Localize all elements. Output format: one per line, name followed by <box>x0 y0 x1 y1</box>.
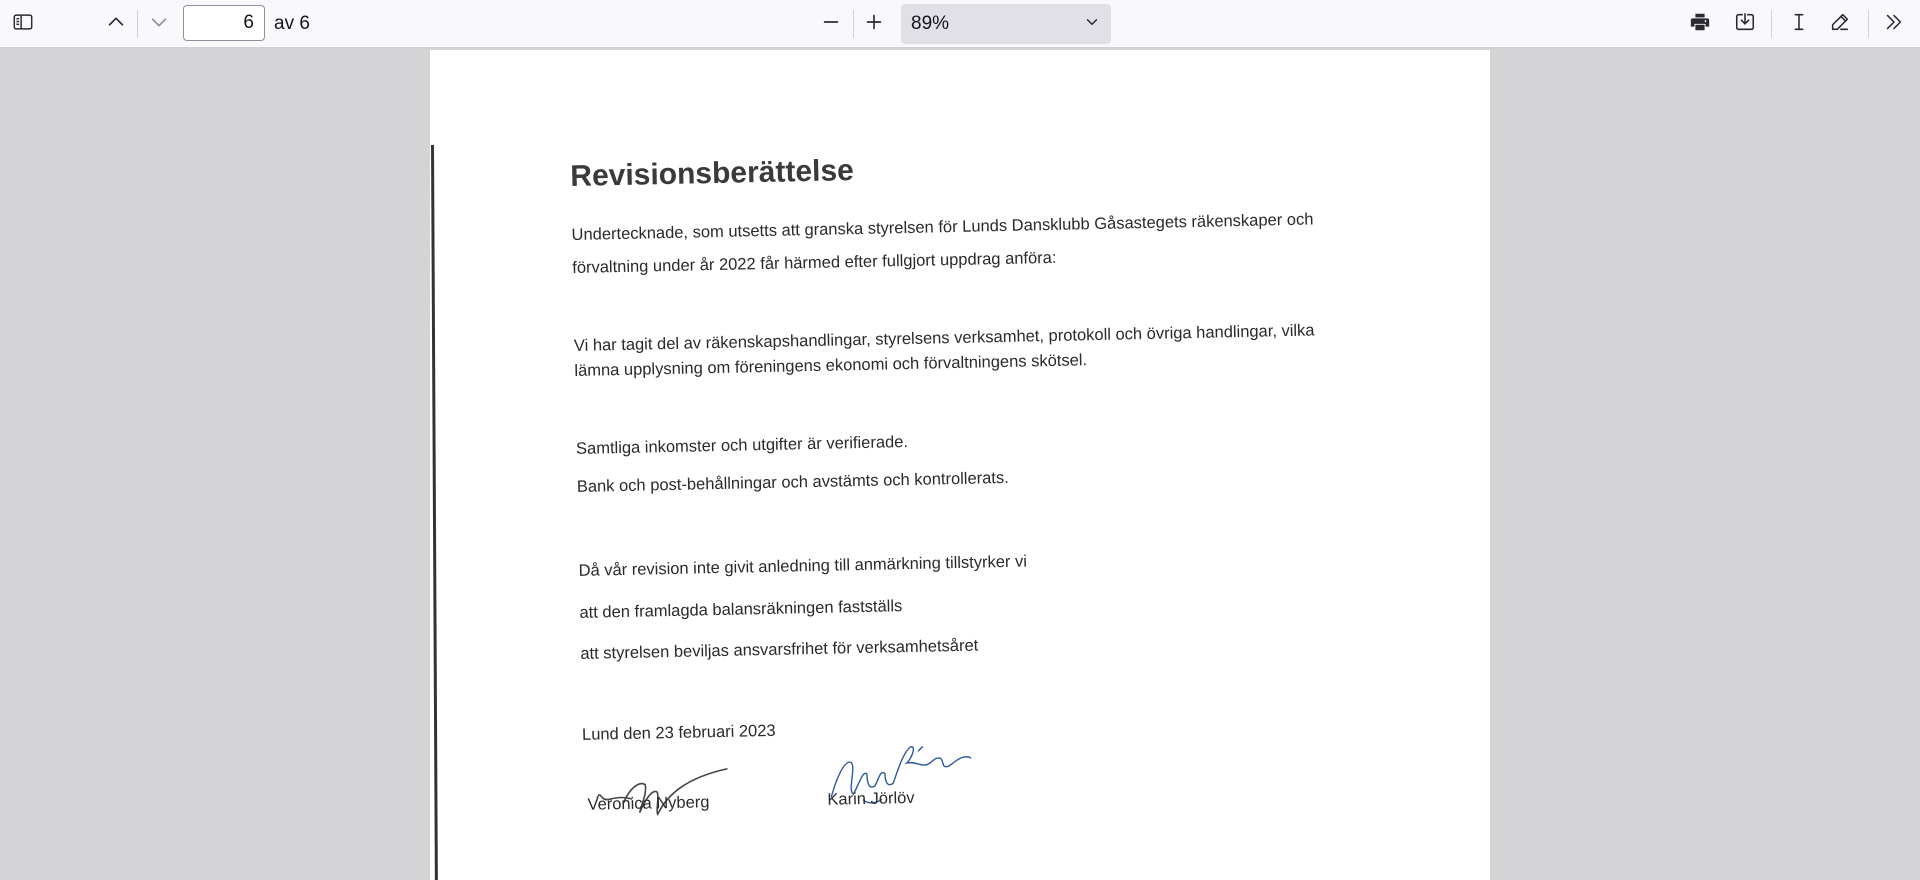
print-icon <box>1689 11 1711 38</box>
chevron-down-icon <box>148 11 170 38</box>
zoom-out-button[interactable] <box>813 6 849 42</box>
chevron-down-icon <box>1083 13 1101 36</box>
paragraph-1-line-2: lämna upplysning om föreningens ekonomi och förvaltningens skötsel. <box>574 351 1088 380</box>
zoom-value: 89% <box>911 13 950 34</box>
income-verified-line: Samtliga inkomster och utgifter är verifierade. <box>575 432 909 458</box>
intro-line-2: förvaltning under år 2022 får härmed efter fullgjort uppdrag anföra: <box>572 248 1057 277</box>
document-title: Revisionsberättelse <box>570 154 855 193</box>
page-number-input[interactable] <box>183 5 265 41</box>
sidebar-toggle-button[interactable] <box>5 6 41 42</box>
recommendation-line: Då vår revision inte givit anledning till anmärkning tillstyrker vi <box>578 552 1028 580</box>
pdf-viewer-area[interactable] <box>0 48 1920 880</box>
minus-icon <box>820 11 842 38</box>
more-tools-button[interactable] <box>1876 6 1912 42</box>
toolbar-separator <box>1771 10 1772 38</box>
plus-icon <box>863 11 885 38</box>
place-date-line: Lund den 23 februari 2023 <box>581 721 776 744</box>
bank-checked-line: Bank och post-behållningar och avstämts och kontrollerats. <box>576 468 1009 496</box>
paragraph-1-line-1: Vi har tagit del av räkenskapshandlingar, styrelsens verksamhet, protokoll och övriga handlingar, vilka <box>573 321 1315 355</box>
sidebar-toggle-icon <box>12 11 34 38</box>
intro-line-1: Undertecknade, som utsetts att granska styrelsen för Lunds Dansklubb Gåsastegets räkenskaper och <box>571 210 1314 244</box>
draw-button[interactable] <box>1822 6 1858 42</box>
chevron-up-icon <box>105 11 127 38</box>
scan-edge-shadow <box>430 145 438 880</box>
page-total-label: av 6 <box>274 13 310 34</box>
discharge-line: att styrelsen beviljas ansvarsfrihet för verksamhetsåret <box>580 636 979 663</box>
print-button[interactable] <box>1682 6 1718 42</box>
signer-name-karin: Karin Jörlöv <box>827 788 915 809</box>
pdf-toolbar <box>0 0 1920 48</box>
previous-page-button[interactable] <box>98 6 134 42</box>
download-icon <box>1734 11 1756 38</box>
text-select-button[interactable] <box>1781 6 1817 42</box>
pdf-page <box>430 50 1490 880</box>
zoom-in-button[interactable] <box>856 6 892 42</box>
toolbar-separator <box>853 10 854 38</box>
pen-icon <box>1829 11 1851 38</box>
signer-name-veronica: Veronica Nyberg <box>587 793 710 814</box>
toolbar-separator <box>137 10 138 38</box>
balance-sheet-line: att den framlagda balansräkningen fastställs <box>579 597 903 622</box>
zoom-select[interactable] <box>901 4 1111 44</box>
double-chevron-right-icon <box>1883 11 1905 38</box>
toolbar-separator <box>1868 10 1869 38</box>
document-content <box>570 144 1330 814</box>
text-cursor-icon <box>1788 11 1810 38</box>
save-button[interactable] <box>1727 6 1763 42</box>
next-page-button[interactable] <box>141 6 177 42</box>
